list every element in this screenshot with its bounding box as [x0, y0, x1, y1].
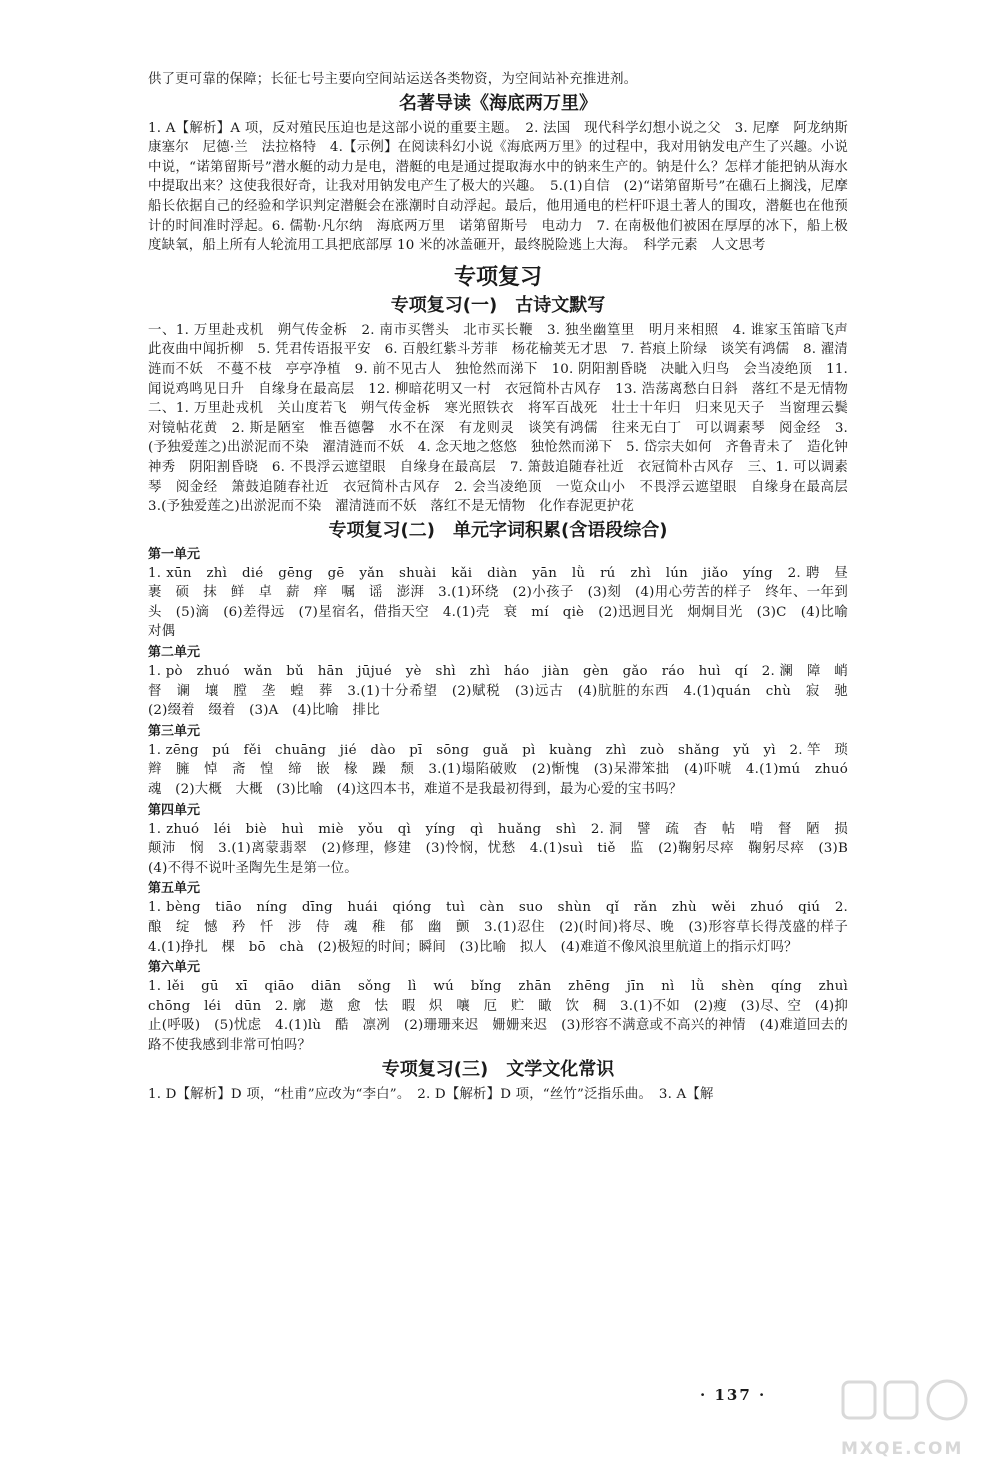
answer-page [148, 70, 862, 1104]
review3-title: 专项复习(三) 文学文化常识 [381, 1058, 615, 1080]
unit-label: 第一单元 [148, 546, 201, 562]
unit-label: 第六单元 [148, 960, 201, 976]
unit-body: 1. xūn zhì dié gēng gē yǎn shuài kǎi diàn yān lǜ rú zhì lún jiǎo yíng 2. 聘 昼 裹 硕 抹 鲜 卓 薪 痒 嘱 谣 澎湃 3.(1)环绕 (2)小孩子 (3)刻 (4)用心劳苦的样子 终年、一年到头 (5)滴 (6)差得远 (7)星宿名，借指天空 4.(1)壳 衰 mí qiè (2)迅迥目光 炯炯目光 (3)C (4)比喻 对偶 [148, 565, 862, 640]
intro-line: 供了更可靠的保障；长征七号主要向空间站运送各类物资，为空间站补充推进剂。 [148, 72, 638, 87]
review2-title: 专项复习(二) 单元字词积累(含语段综合) [328, 519, 668, 541]
main-title: 专项复习 [453, 264, 542, 290]
unit-label: 第三单元 [148, 723, 201, 739]
section-body-reading: 1. A【解析】A 项，反对殖民压迫也是这部小说的重要主题。 2. 法国 现代科学幻想小说之父 3. 尼摩 阿龙纳斯 康塞尔 尼德·兰 法拉格特 4.【示例】在阅读科幻小说《海底两万里》的过程中，我对用钠发电产生了兴趣。小说中说，“诺第留斯号”潜水艇的动力是电，潜艇的电是通过提取海水中的钠来生产的。钠是什么？怎样才能把钠从海水中提取出来？这使我很好奇，让我对用钠发电产生了极大的兴趣。 5.(1)自信 (2)“诺第留斯号”在礁石上搁浅，尼摩船长依据自己的经验和学识判定潜艇会在涨潮时自动浮起。最后，他用通电的栏杆吓退土著人的围攻，潜艇也在他预计的时间准时浮起。6. 儒勒·凡尔纳 海底两万里 诺第留斯号 电动力 7. 在南极他们被困在厚厚的冰下，船上极度缺氧，船上所有人轮流用工具把底部厚 10 米的冰盖砸开，最终脱险逃上大海。 科学元素 人文思考 [148, 120, 862, 254]
watermark-logo [835, 1376, 985, 1464]
unit-body: 1. bèng tiāo níng dīng huái qióng tuì càn suo shùn qǐ rǎn zhù wěi zhuó qiú 2. 酿 绽 憾 矜 忏 涉 侍 魂 稚 郁 幽 颤 3.(1)忍住 (2)(时间)将尽、晚 (3)形容草长得茂盛的样子 4.(1)挣扎 棵 bō chà (2)极短的时间；瞬间 (3)比喻 拟人 (4)难道不像风浪里航道上的指示灯吗？ [148, 900, 862, 955]
unit-label: 第四单元 [148, 802, 201, 818]
unit-body: 1. lěi gū xī qiāo diān sǒng lì wú bǐng zhān zhēng jīn nì lǜ shèn qíng zhuì chōng léi dūn 2. 廓 遨 愈 怯 暇 炽 嚷 厄 贮 瞰 饮 稠 3.(1)不如 (2)瘦 (3)尽、空 (4)抑止(呼吸) (5)忧虑 4.(1)lù 酷 凛冽 (2)珊珊来迟 姗姗来迟 (3)形容不满意或不高兴的神情 (4)难道回去的路不使我感到非常可怕吗？ [148, 979, 862, 1053]
section-title-reading: 名著导读《海底两万里》 [399, 92, 597, 114]
unit-body: 1. pò zhuó wǎn bǔ hān jūjué yè shì zhì háo jiàn gèn gǎo ráo huì qí 2. 澜 障 峭 督 谰 壤 膛 垄 蝗 葬 3.(1)十分希望 (2)赋税 (3)远古 (4)肮脏的东西 4.(1)quán chù 寂 驰 (2)缀着 缀着 (3)A (4)比喻 排比 [148, 664, 862, 719]
review1-title: 专项复习(一) 古诗文默写 [390, 294, 606, 316]
review3-body: 1. D【解析】D 项，“杜甫”应改为“李白”。 2. D【解析】D 项，“丝竹”泛指乐曲。 3. A【解 [148, 1086, 714, 1102]
review1-body: 一、1. 万里赴戎机 朔气传金柝 2. 南市买辔头 北市买长鞭 3. 独坐幽篁里 明月来相照 4. 谁家玉笛暗飞声 此夜曲中闻折柳 5. 凭君传语报平安 6. 百般红紫斗芳菲 杨花榆荚无才思 7. 苔痕上阶绿 谈笑有鸿儒 8. 濯清涟而不妖 不蔓不枝 亭亭净植 9. 前不见古人 独怆然而涕下 10. 阴阳割昏晓 决眦入归鸟 会当凌绝顶 11. 闻说鸡鸣见日升 自缘身在最高层 12. 柳暗花明又一村 衣冠简朴古风存 13. 浩荡离愁白日斜 落红不是无情物 二、1. 万里赴戎机 关山度若飞 朔气传金柝 寒光照铁衣 将军百战死 壮士十年归 归来见天子 当窗理云鬓 对镜帖花黄 2. 斯是陋室 惟吾德馨 水不在深 有龙则灵 谈笑有鸿儒 往来无白丁 可以调素琴 阅金经 3.(予独爱莲之)出淤泥而不染 濯清涟而不妖 4. 念天地之悠悠 独怆然而涕下 5. 岱宗夫如何 齐鲁青未了 造化钟神秀 阴阳割昏晓 6. 不畏浮云遮望眼 自缘身在最高层 7. 箫鼓追随春社近 衣冠简朴古风存 三、1. 可以调素琴 阅金经 箫鼓追随春社近 衣冠简朴古风存 2. 会当凌绝顶 一览众山小 不畏浮云遮望眼 自缘身在最高层 3.(予独爱莲之)出淤泥而不染 濯清涟而不妖 落红不是无情物 化作春泥更护花 [148, 322, 862, 515]
unit-body: 1. zēng pú fěi chuāng jié dào pī sōng guǎ pì kuàng zhì zuò shǎng yǔ yì 2. 竿 琐 辫 臃 悼 斋 惶 缔 嵌 椽 躁 颓 3.(1)塌陷破败 (2)惭愧 (3)呆滞笨拙 (4)吓唬 4.(1)mú zhuó 魂 (2)大概 大概 (3)比喻 (4)这四本书，难道不是我最初得到，最为心爱的宝书吗？ [148, 742, 862, 798]
watermark-text: MXQE.COM [841, 1439, 964, 1459]
page-number: · 137 · [700, 1386, 767, 1404]
unit-label: 第二单元 [148, 645, 201, 661]
unit-body: 1. zhuó léi biè huì miè yǒu qì yíng qì huǎng shì 2. 洞 譬 疏 杳 帖 啃 督 陋 损 颠沛 悯 3.(1)离蒙翡翠 (2)修理，修建 (3)怜悯，忧愁 4.(1)suì tiě 监 (2)鞠躬尽瘁 鞠躬尽瘁 (3)B (4)不得不说叶圣陶先生是第一位。 [148, 821, 862, 876]
unit-label: 第五单元 [148, 881, 201, 897]
